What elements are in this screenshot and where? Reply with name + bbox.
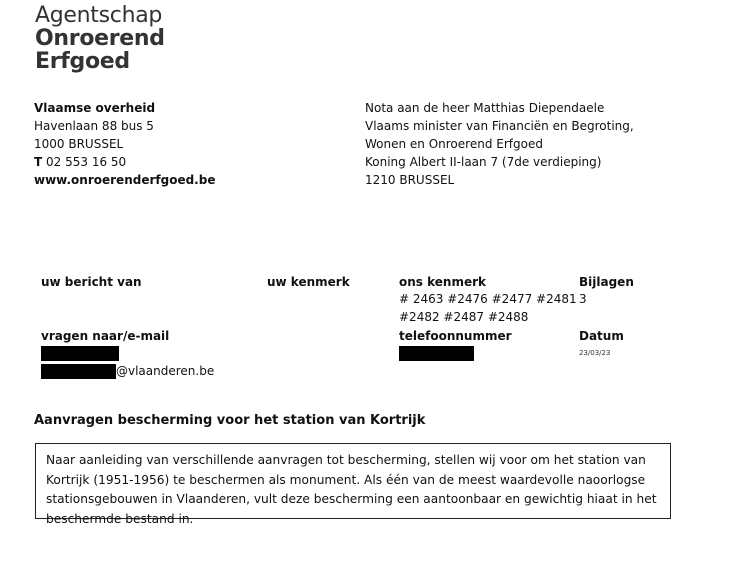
ons-kenmerk-label: ons kenmerk	[399, 275, 486, 289]
sender-address	[34, 99, 215, 189]
sender-phone-line	[34, 153, 215, 171]
recipient-line-5: 1210 BRUSSEL	[365, 173, 455, 187]
datum-value: 23/03/23	[579, 349, 611, 357]
logo-line-1: Agentschap	[35, 3, 163, 28]
uw-bericht-label: uw bericht van	[41, 275, 142, 289]
redacted-phone	[399, 346, 474, 361]
recipient-line-1: Nota aan de heer Matthias Diependaele	[365, 101, 605, 115]
telefoon-label: telefoonnummer	[399, 329, 512, 343]
logo-line-3: Erfgoed	[35, 49, 130, 74]
ons-kenmerk-value-1: # 2463 #2476 #2477 #2481	[399, 292, 577, 306]
sender-website[interactable]: www.onroerenderfgoed.be	[34, 173, 216, 187]
vragen-naar-label: vragen naar/e-mail	[41, 329, 170, 343]
sender-city: 1000 BRUSSEL	[34, 137, 124, 151]
ons-kenmerk-value-2: #2482 #2487 #2488	[399, 310, 529, 324]
subject-heading: Aanvragen bescherming voor het station van Kortrijk	[34, 413, 426, 428]
recipient-address	[365, 99, 634, 189]
sender-org: Vlaamse overheid	[34, 101, 156, 115]
email-domain: @vlaanderen.be	[116, 364, 215, 378]
sender-street: Havenlaan 88 bus 5	[34, 119, 154, 133]
bijlagen-value: 3	[579, 292, 587, 306]
bijlagen-label: Bijlagen	[579, 275, 634, 289]
agency-logo	[35, 4, 165, 73]
phone-prefix: T	[34, 155, 43, 169]
logo-line-2: Onroerend	[35, 26, 165, 51]
uw-kenmerk-label: uw kenmerk	[267, 275, 350, 289]
recipient-line-2: Vlaams minister van Financiën en Begroting,	[365, 119, 634, 133]
recipient-line-3: Wonen en Onroerend Erfgoed	[365, 137, 543, 151]
redacted-email-user	[41, 364, 116, 379]
redacted-contact-name	[41, 346, 119, 361]
datum-label: Datum	[579, 329, 624, 343]
sender-phone: 02 553 16 50	[46, 155, 127, 169]
summary-text: Naar aanleiding van verschillende aanvragen tot bescherming, stellen wij voor om het station van Kortrijk (1951-1956) te beschermen als monument. Als één van de meest waardevolle naoorlogse stationsgebouwen in Vlaanderen, vult deze bescherming een aantoonbaar en gewichtig hiaat in het beschermde bestand in.	[46, 453, 657, 526]
summary-box	[35, 443, 671, 526]
recipient-line-4: Koning Albert II-laan 7 (7de verdieping)	[365, 155, 602, 169]
